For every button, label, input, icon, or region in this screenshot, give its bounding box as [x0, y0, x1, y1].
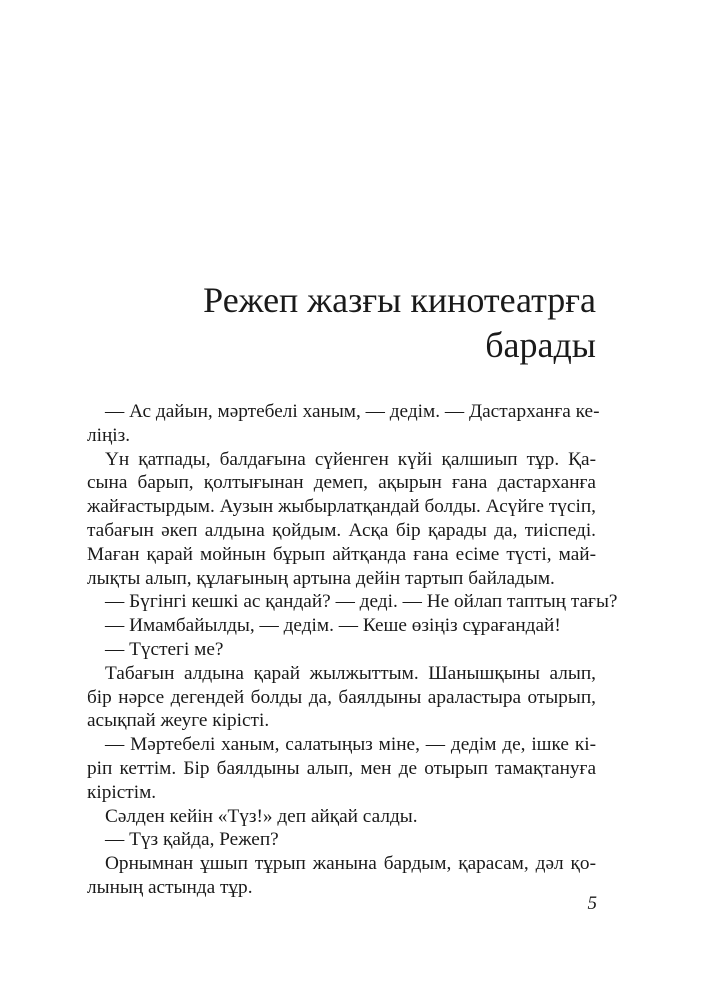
text-line: ріп кеттім. Бір баялдыны алып, мен де отырып тамақтануға — [87, 757, 596, 779]
text-line: Үн қатпады, балдағына сүйенген күйі қалшиып тұр. Қа- — [105, 448, 596, 470]
text-line: ліңіз. — [87, 424, 131, 446]
text-line: — Бүгінгі кешкі ас қандай? — деді. — Не ойлап таптың тағы? — [105, 591, 618, 613]
text-line: лықты алып, құлағының артына дейін тартып байладым. — [87, 567, 555, 589]
text-line: Орнымнан ұшып тұрып жанына бардым, қарасам, дәл қо- — [105, 853, 596, 875]
text-line: — Ас дайын, мәртебелі ханым, — дедім. — Дастарханға ке- — [105, 401, 600, 422]
text-line: кірістім. — [87, 781, 157, 803]
text-line: Сәлден кейін «Түз!» деп айқай салды. — [105, 805, 418, 827]
text-line: табағын әкеп алдына қойдым. Асқа бір қарады да, тиіспеді. — [87, 519, 596, 541]
text-line: — Мәртебелі ханым, салатыңыз міне, — дедім де, ішке кі- — [105, 734, 596, 756]
text-line: — Түз қайда, Режеп? — [105, 829, 279, 851]
text-line: Маған қарай мойнын бұрып айтқанда ғана есіме түсті, май- — [87, 543, 596, 565]
text-line: асықпай жеуге кірісті. — [87, 710, 270, 732]
chapter-title — [116, 278, 596, 368]
page-number: 5 — [587, 893, 597, 914]
text-line: — Түстегі ме? — [105, 638, 224, 660]
text-line: лының астында тұр. — [87, 876, 253, 898]
text-line: — Имамбайылды, — дедім. — Кеше өзіңіз сұрағандай! — [105, 615, 561, 637]
chapter-title-line: барады — [485, 325, 596, 365]
text-line: жайғастырдым. Аузын жыбырлатқандай болды. Асүйге түсіп, — [87, 496, 596, 518]
text-line: сына барып, қолтығынан демеп, ақырын ғана дастарханға — [87, 472, 596, 494]
body-text — [87, 400, 618, 900]
text-line: Табағын алдына қарай жылжыттым. Шанышқыны алып, — [105, 662, 596, 684]
text-line: бір нәрсе дегендей болды да, баялдыны араластыра отырып, — [87, 686, 596, 708]
chapter-title-line: Режеп жазғы кинотеатрға — [203, 280, 596, 320]
